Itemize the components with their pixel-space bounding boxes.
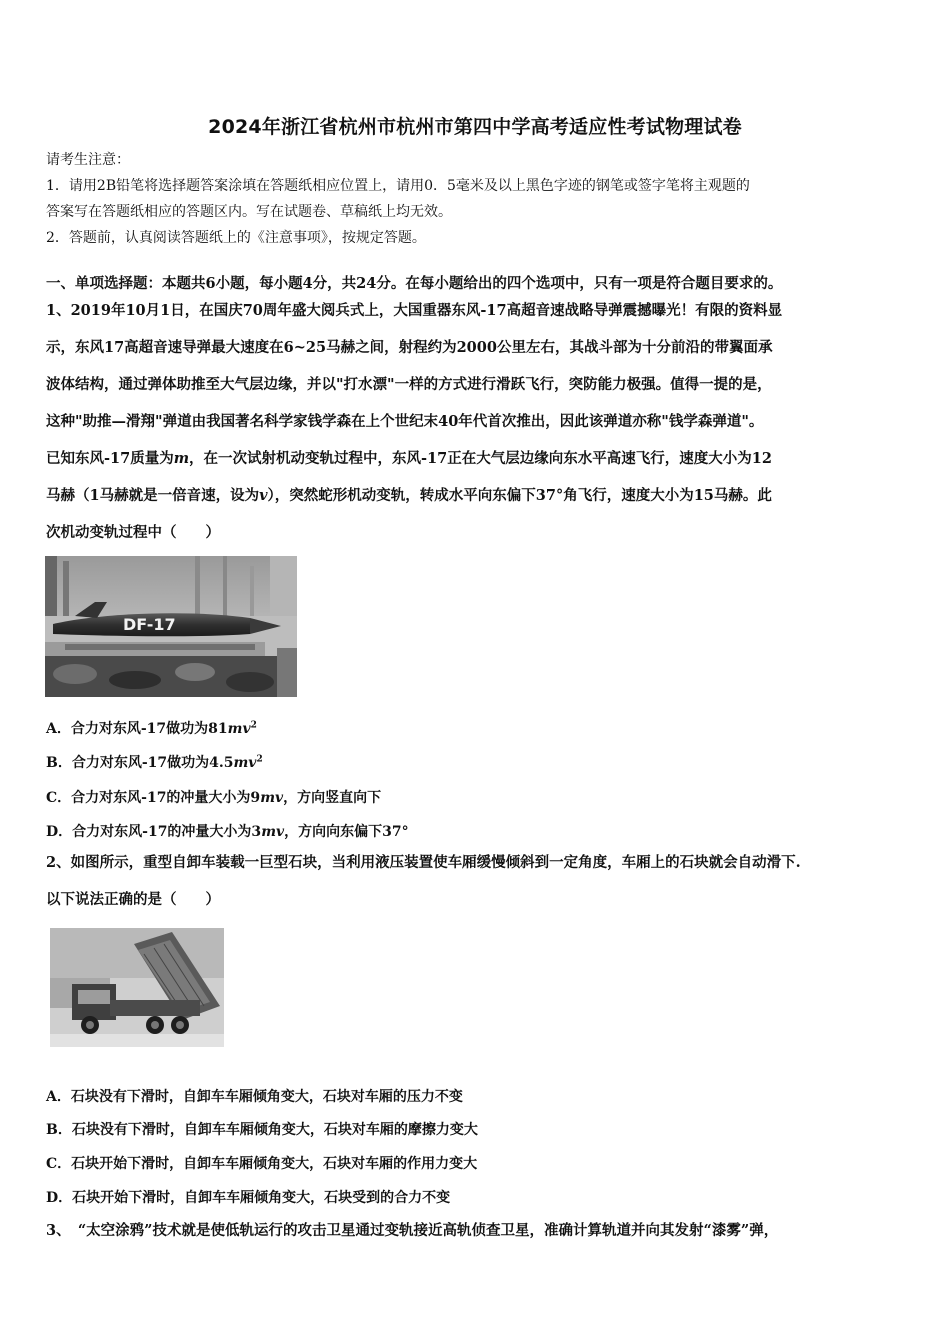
notice-block xyxy=(46,147,926,251)
question-1-line: 次机动变轨过程中（ ） xyxy=(46,524,220,541)
q1-text: ，在一次试射机动变轨过程中，东风-17正在大气层边缘向东水平高速飞行，速度大小为12 xyxy=(189,450,772,467)
q1-text: 已知东风-17质量为 xyxy=(46,450,174,467)
option-text: ，方向竖直向下 xyxy=(283,790,382,806)
question-1-line: 1、2019年10月1日，在国庆70周年盛大阅兵式上，大国重器东风-17高超音速战略导弹震撼曝光！有限的资料显 xyxy=(46,302,783,319)
q2-option-b[interactable]: B．石块没有下滑时，自卸车车厢倾角变大，石块对车厢的摩擦力变大 xyxy=(46,1122,478,1138)
q2-option-a[interactable]: A．石块没有下滑时，自卸车车厢倾角变大，石块对车厢的压力不变 xyxy=(46,1089,463,1105)
df17-label: DF-17 xyxy=(123,615,176,634)
option-var: mv xyxy=(233,755,257,771)
q1-option-b[interactable] xyxy=(46,752,263,772)
notice-item-2: 2．答题前，认真阅读答题纸上的《注意事项》，按规定答题。 xyxy=(46,230,426,246)
option-var: mv xyxy=(227,721,251,737)
notice-item-1-line-2: 答案写在答题纸相应的答题区内。写在试题卷、草稿纸上均无效。 xyxy=(46,204,452,220)
q1-option-d[interactable] xyxy=(46,821,409,841)
df17-missile-photo xyxy=(45,556,297,697)
question-3 xyxy=(46,1212,926,1249)
question-1-line: 这种"助推—滑翔"弹道由我国著名科学家钱学森在上个世纪末40年代首次推出，因此该弹道亦称"钱学森弹道"。 xyxy=(46,413,764,430)
option-sup: 2 xyxy=(250,720,257,731)
question-1-line xyxy=(46,477,926,514)
q1-var-v: v xyxy=(259,487,268,504)
option-text: C．合力对东风-17的冲量大小为9 xyxy=(46,790,261,806)
question-2-line: 以下说法正确的是（ ） xyxy=(46,891,220,908)
question-1 xyxy=(46,292,926,551)
df17-missile-illustration xyxy=(45,556,297,697)
question-2 xyxy=(46,844,926,918)
option-sup: 2 xyxy=(256,754,263,765)
dump-truck-photo xyxy=(50,928,224,1047)
q1-text: ），突然蛇形机动变轨，转成水平向东偏下37°角飞行，速度大小为15马赫。此 xyxy=(267,487,772,504)
option-text: D．合力对东风-17的冲量大小为3 xyxy=(46,824,262,840)
notice-item-1-line-1: 1．请用2B铅笔将选择题答案涂填在答题纸相应位置上，请用0．5毫米及以上黑色字迹的钢笔或签字笔将主观题的 xyxy=(46,178,750,194)
section-heading-single-choice: 一、单项选择题：本题共6小题，每小题4分，共24分。在每小题给出的四个选项中，只有一项是符合题目要求的。 xyxy=(46,275,783,292)
question-2-line: 2、如图所示，重型自卸车装载一巨型石块，当利用液压装置使车厢缓慢倾斜到一定角度，车厢上的石块就会自动滑下. xyxy=(46,854,801,871)
notice-heading: 请考生注意： xyxy=(46,152,130,168)
option-text: B．合力对东风-17做功为4.5 xyxy=(46,755,234,771)
question-3-line: 3、 “太空涂鸦”技术就是使低轨运行的攻击卫星通过变轨接近高轨侦查卫星，准确计算轨道并向其发射“漆雾”弹， xyxy=(46,1222,779,1239)
q1-var-m: m xyxy=(173,450,190,467)
option-var: mv xyxy=(260,790,284,806)
dump-truck-illustration xyxy=(50,928,224,1047)
page-title: 2024年浙江省杭州市杭州市第四中学高考适应性考试物理试卷 xyxy=(208,116,742,138)
question-1-line: 示，东风17高超音速导弹最大速度在6~25马赫之间，射程约为2000公里左右，其战斗部为十分前沿的带翼面承 xyxy=(46,339,773,356)
q1-option-a[interactable] xyxy=(46,718,257,738)
option-text: ，方向向东偏下37° xyxy=(284,824,409,840)
option-var: mv xyxy=(261,824,285,840)
option-text: A．合力对东风-17做功为81 xyxy=(46,721,228,737)
question-1-line xyxy=(46,440,926,477)
question-1-line: 波体结构，通过弹体助推至大气层边缘，并以"打水漂"一样的方式进行滑跃飞行，突防能力极强。值得一提的是， xyxy=(46,376,772,393)
q1-option-c[interactable] xyxy=(46,787,381,807)
q1-text: 马赫（1马赫就是一倍音速，设为 xyxy=(46,487,260,504)
q2-option-c[interactable]: C．石块开始下滑时，自卸车车厢倾角变大，石块对车厢的作用力变大 xyxy=(46,1156,478,1172)
q2-option-d[interactable]: D．石块开始下滑时，自卸车车厢倾角变大，石块受到的合力不变 xyxy=(46,1190,451,1206)
